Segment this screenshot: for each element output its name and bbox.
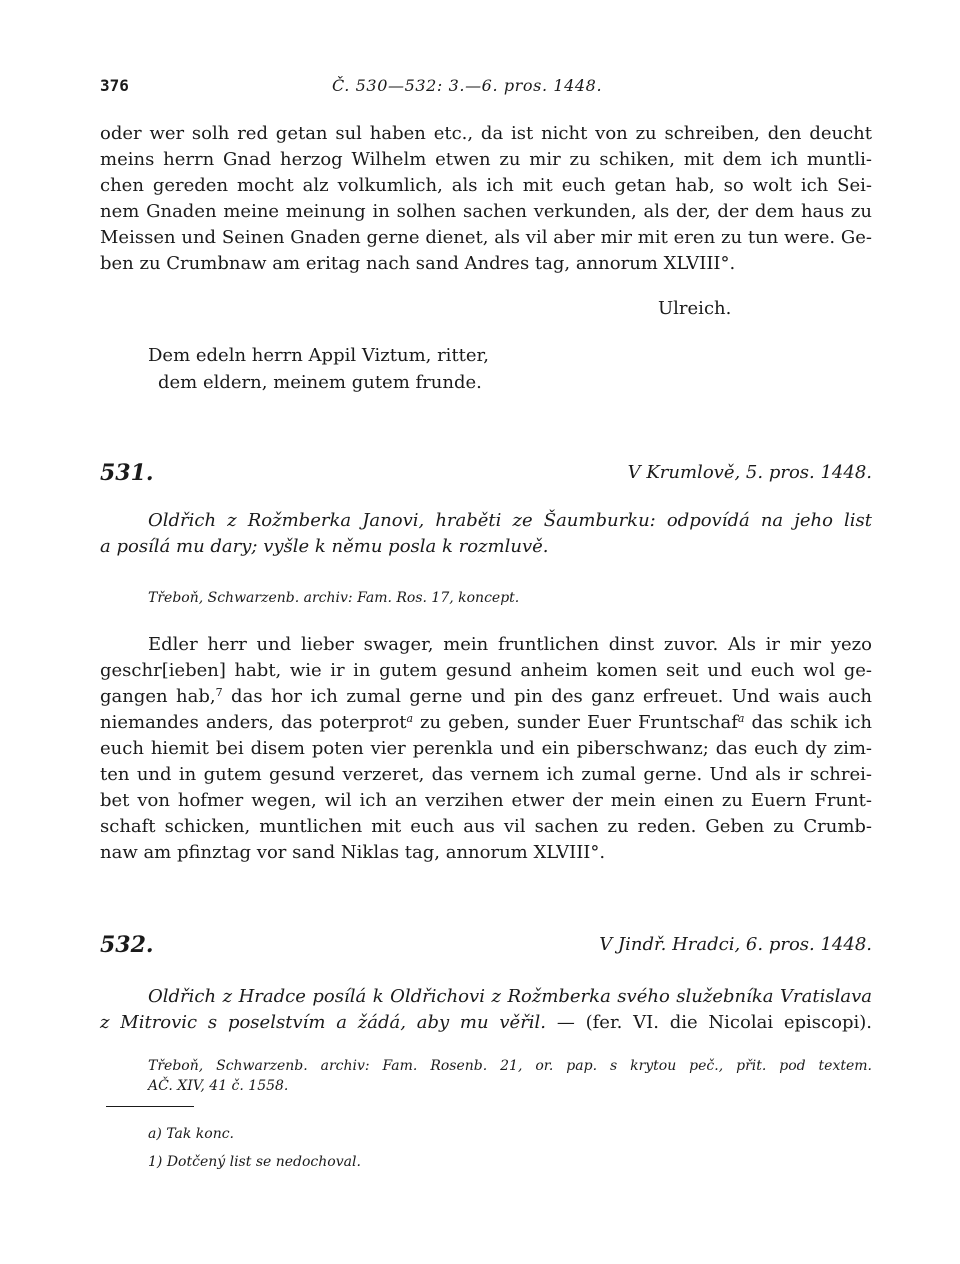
doc531-heading [100, 460, 872, 490]
doc-number: 531. [100, 460, 154, 486]
text-line: geschr[ieben] habt, wie ir in gutem gesund anheim komen seit und euch wol ge- [100, 660, 872, 681]
source-line: AČ. XIV, 41 č. 1558. [148, 1078, 289, 1094]
text-line: naw am pfinztag vor sand Niklas tag, annorum XLVIII°. [100, 842, 606, 863]
text-segment: niemandes anders, das poterprot [100, 712, 407, 733]
text-line: oder wer solh red getan sul haben etc., da ist nicht von zu schreiben, den deucht [100, 123, 872, 144]
regest-line [100, 1010, 872, 1036]
doc532-source [148, 1056, 872, 1096]
text-segment: zu geben, sunder Euer Fruntschaf [413, 712, 738, 733]
text-line: meins herrn Gnad herzog Wilhelm etwen zu mir zu schiken, mit dem ich muntli- [100, 149, 872, 170]
regest-segment: (fer. VI. die Nicolai episcopi). [585, 1012, 872, 1033]
regest-segment: z Mitrovic s poselstvím a žádá, aby mu věřil. — [100, 1012, 586, 1033]
text-line: Edler herr und lieber swager, mein fruntlichen dinst zuvor. Als ir mir yezo [148, 634, 872, 655]
running-title: Č. 530—532: 3.—6. pros. 1448. [332, 76, 603, 95]
regest-line: Oldřich z Hradce posílá k Oldřichovi z Rožmberka svého služebníka Vratislava [148, 986, 872, 1007]
footnote-ref: 7 [215, 686, 223, 699]
document-page [100, 0, 872, 1264]
regest-line: a posílá mu dary; vyšle k němu posla k rozmluvě. [100, 536, 549, 557]
doc532-heading [100, 932, 872, 962]
doc-date: V Jindř. Hradci, 6. pros. 1448. [599, 934, 872, 955]
text-line: ben zu Crumbnaw am eritag nach sand Andres tag, annorum XLVIII°. [100, 253, 736, 274]
regest-line: Oldřich z Rožmberka Janovi, hraběti ze Šaumburku: odpovídá na jeho list [148, 510, 872, 531]
text-line: nem Gnaden meine meinung in solhen sachen verkunden, als der, der dem haus zu [100, 201, 872, 222]
address-line: Dem edeln herrn Appil Viztum, ritter, [148, 345, 489, 366]
text-line [100, 710, 872, 736]
doc530-text [100, 121, 872, 277]
footnote-divider [106, 1106, 194, 1107]
doc-date: V Krumlově, 5. pros. 1448. [627, 462, 872, 483]
footnote-ref: a [737, 712, 745, 725]
source-line: Třeboň, Schwarzenb. archiv: Fam. Rosenb. 21, or. pap. s krytou peč., přit. pod textem. [148, 1058, 872, 1074]
footnote-ref: a [406, 712, 414, 725]
text-line: euch hiemit bei disem poten vier perenkla und ein piberschwanz; das euch dy zim- [100, 738, 872, 759]
doc-number: 532. [100, 932, 154, 958]
text-line: ten und in gutem gesund verzeret, das vernem ich zumal gerne. Und als ir schrei- [100, 764, 872, 785]
signature: Ulreich. [658, 298, 732, 319]
footnotes [148, 1120, 361, 1176]
text-segment: gangen hab, [100, 686, 216, 707]
footnote: 1) Dotčený list se nedochoval. [148, 1154, 361, 1170]
text-line: Meissen und Seinen Gnaden gerne dienet, als vil aber mir mit eren zu tun were. Ge- [100, 227, 872, 248]
doc532-regest [100, 984, 872, 1036]
text-line [100, 684, 872, 710]
text-line: bet von hofmer wegen, wil ich an verzihen etwer der mein einen zu Euern Frunt- [100, 790, 872, 811]
text-line: schaft schicken, muntlichen mit euch aus vil sachen zu reden. Geben zu Crumb- [100, 816, 872, 837]
page-number: 376 [100, 76, 129, 95]
running-head [100, 76, 872, 100]
doc531-text [100, 632, 872, 866]
source-line: Třeboň, Schwarzenb. archiv: Fam. Ros. 17, koncept. [148, 590, 520, 606]
address-line: dem eldern, meinem gutem frunde. [158, 372, 482, 393]
doc531-source [148, 588, 872, 608]
footnote: a) Tak konc. [148, 1126, 235, 1142]
doc531-regest [100, 508, 872, 560]
text-line: chen gereden mocht alz volkumlich, als ich mit euch getan hab, so wolt ich Sei- [100, 175, 872, 196]
text-segment: das hor ich zumal gerne und pin des ganz erfreuet. Und wais auch [222, 686, 873, 707]
text-segment: das schik ich [744, 712, 872, 733]
letter-address [148, 342, 489, 396]
